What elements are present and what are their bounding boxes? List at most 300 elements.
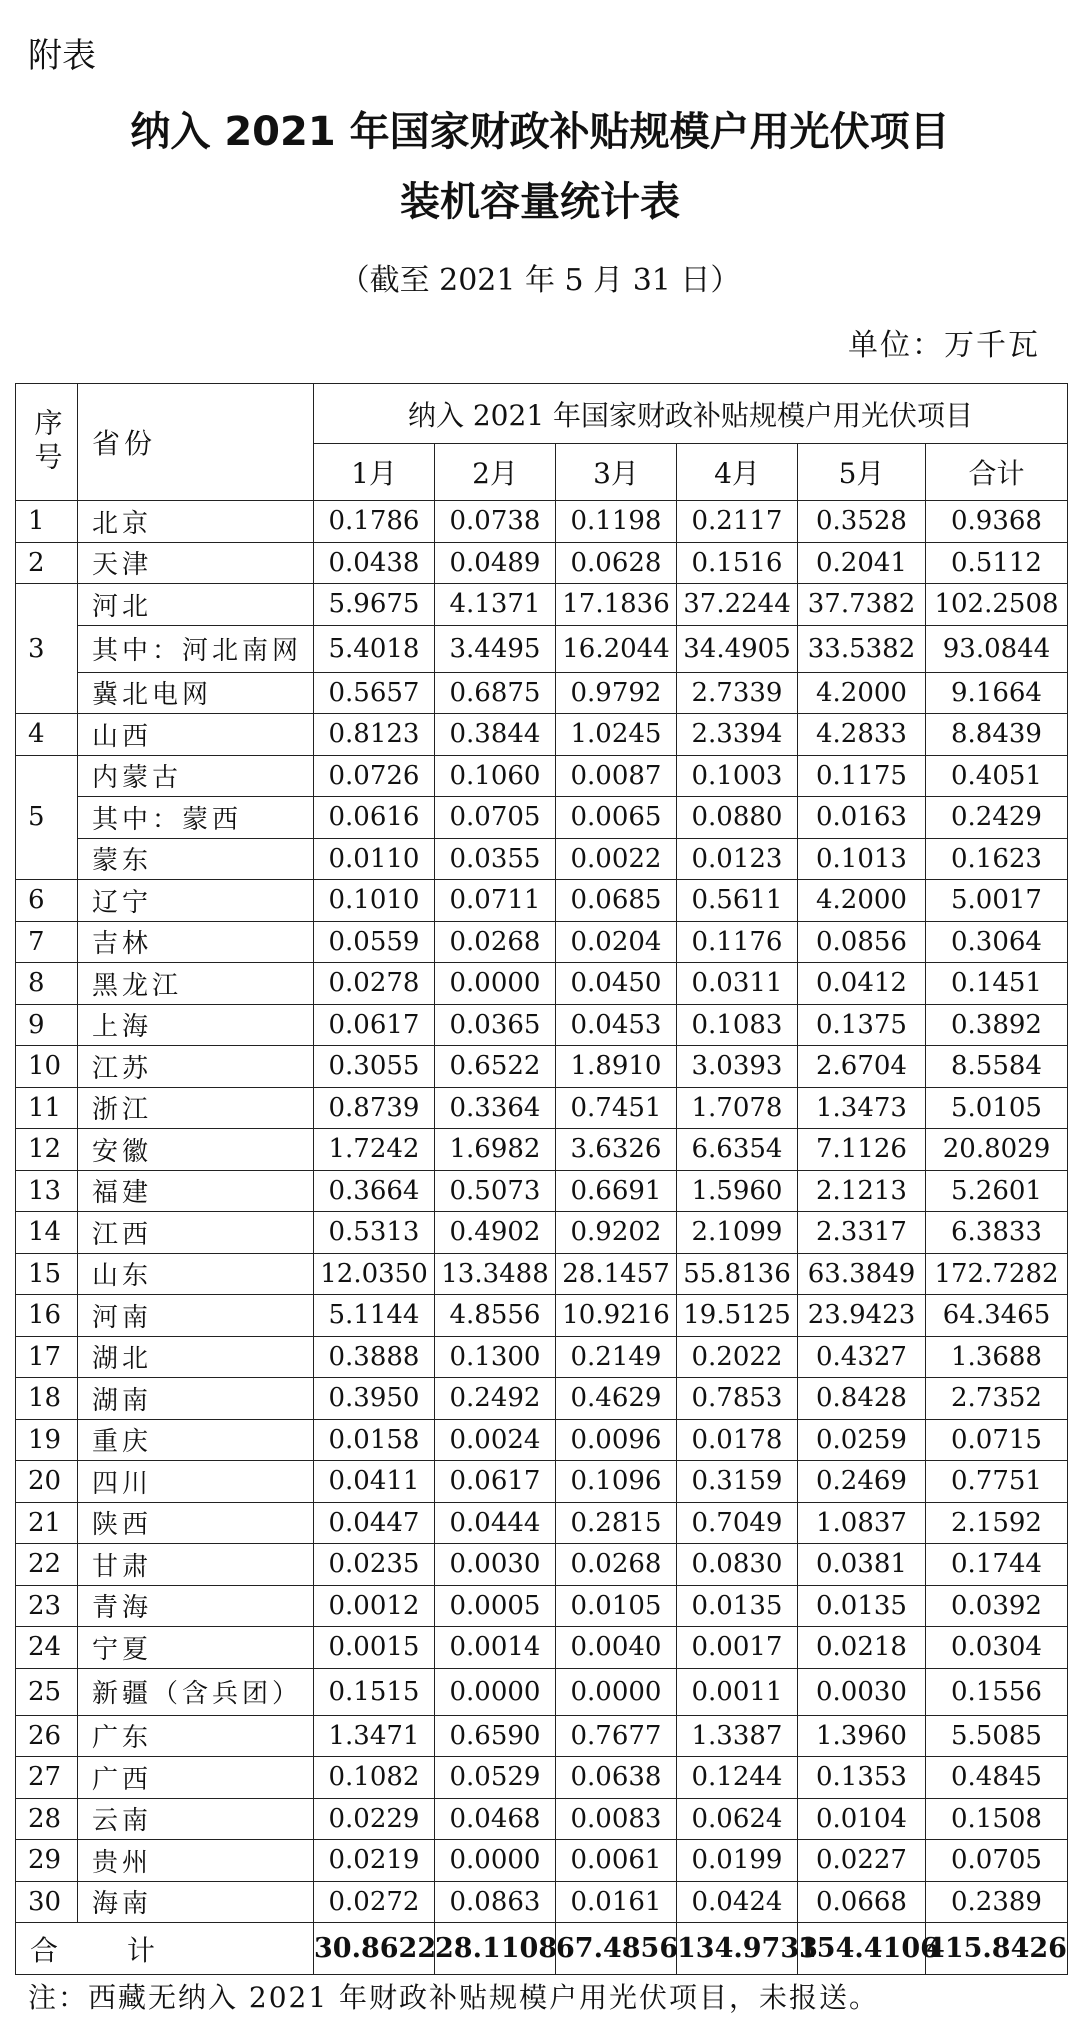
- month-value: 0.7451: [556, 1087, 677, 1129]
- row-total-value: 93.0844: [926, 625, 1068, 672]
- table-row: [16, 1212, 1068, 1254]
- province-name: 广西: [78, 1757, 314, 1799]
- province-name: 江苏: [78, 1046, 314, 1088]
- month-value: 0.0711: [435, 880, 556, 922]
- month-value: 3.4495: [435, 625, 556, 672]
- month-value: 19.5125: [677, 1295, 798, 1337]
- month-value: 0.1176: [677, 921, 798, 963]
- month-value: 5.4018: [314, 625, 435, 672]
- row-total-value: 5.0017: [926, 880, 1068, 922]
- month-value: 0.0110: [314, 838, 435, 880]
- month-value: 0.0014: [435, 1627, 556, 1669]
- province-name: 广东: [78, 1715, 314, 1757]
- month-value: 0.2117: [677, 501, 798, 543]
- row-number: 14: [16, 1212, 78, 1254]
- total-value: 28.1108: [435, 1923, 556, 1975]
- province-name: 浙江: [78, 1087, 314, 1129]
- month-value: 1.3387: [677, 1715, 798, 1757]
- month-value: 0.0061: [556, 1840, 677, 1882]
- month-value: 0.0087: [556, 755, 677, 797]
- month-value: 0.0024: [435, 1419, 556, 1461]
- table-row: [16, 1419, 1068, 1461]
- row-total-value: 0.7751: [926, 1461, 1068, 1503]
- month-value: 0.7677: [556, 1715, 677, 1757]
- row-number: 8: [16, 963, 78, 1005]
- row-total-value: 0.2429: [926, 797, 1068, 839]
- month-value: 1.7078: [677, 1087, 798, 1129]
- month-value: 0.0030: [435, 1544, 556, 1586]
- month-value: 1.7242: [314, 1129, 435, 1171]
- month-value: 0.0105: [556, 1585, 677, 1627]
- month-value: 3.0393: [677, 1046, 798, 1088]
- month-value: 0.3950: [314, 1378, 435, 1420]
- table-row: [16, 1840, 1068, 1882]
- month-value: 0.0040: [556, 1627, 677, 1669]
- month-value: 1.3471: [314, 1715, 435, 1757]
- month-value: 0.4902: [435, 1212, 556, 1254]
- month-value: 0.2815: [556, 1502, 677, 1544]
- month-value: 0.2149: [556, 1336, 677, 1378]
- month-value: 2.7339: [677, 672, 798, 714]
- province-name: 湖北: [78, 1336, 314, 1378]
- month-value: 1.0837: [798, 1502, 926, 1544]
- row-number: 15: [16, 1253, 78, 1295]
- province-name: 安徽: [78, 1129, 314, 1171]
- month-value: 0.5313: [314, 1212, 435, 1254]
- table-row: [16, 542, 1068, 584]
- row-total-value: 2.1592: [926, 1502, 1068, 1544]
- province-name: 其中：蒙西: [78, 797, 314, 839]
- province-name: 辽宁: [78, 880, 314, 922]
- table-row: [16, 1004, 1068, 1046]
- month-value: 0.9792: [556, 672, 677, 714]
- month-value: 0.1096: [556, 1461, 677, 1503]
- month-value: 7.1126: [798, 1129, 926, 1171]
- month-value: 0.0411: [314, 1461, 435, 1503]
- month-value: 0.0011: [677, 1668, 798, 1715]
- month-value: 0.0161: [556, 1881, 677, 1923]
- month-value: 0.3844: [435, 714, 556, 756]
- month-value: 0.0624: [677, 1798, 798, 1840]
- province-name: 宁夏: [78, 1627, 314, 1669]
- month-value: 0.0738: [435, 501, 556, 543]
- month-value: 0.0199: [677, 1840, 798, 1882]
- month-value: 0.5073: [435, 1170, 556, 1212]
- month-value: 1.5960: [677, 1170, 798, 1212]
- month-value: 0.0229: [314, 1798, 435, 1840]
- row-total-value: 5.0105: [926, 1087, 1068, 1129]
- month-value: 10.9216: [556, 1295, 677, 1337]
- row-total-value: 6.3833: [926, 1212, 1068, 1254]
- month-value: 0.0489: [435, 542, 556, 584]
- month-value: 0.1516: [677, 542, 798, 584]
- month-value: 0.1515: [314, 1668, 435, 1715]
- table-row: [16, 1668, 1068, 1715]
- capacity-table: [15, 383, 1068, 1975]
- total-value: 134.9733: [677, 1923, 798, 1975]
- month-value: 0.0856: [798, 921, 926, 963]
- month-value: 63.3849: [798, 1253, 926, 1295]
- month-value: 0.0468: [435, 1798, 556, 1840]
- month-value: 0.1353: [798, 1757, 926, 1799]
- table-row: [16, 501, 1068, 543]
- month-value: 0.6522: [435, 1046, 556, 1088]
- month-value: 0.0218: [798, 1627, 926, 1669]
- month-value: 0.7853: [677, 1378, 798, 1420]
- row-total-value: 8.5584: [926, 1046, 1068, 1088]
- month-value: 0.2469: [798, 1461, 926, 1503]
- row-number: 25: [16, 1668, 78, 1715]
- row-number: 27: [16, 1757, 78, 1799]
- month-value: 0.1175: [798, 755, 926, 797]
- total-value: 67.4856: [556, 1923, 677, 1975]
- month-value: 0.0268: [556, 1544, 677, 1586]
- row-total-value: 8.8439: [926, 714, 1068, 756]
- month-value: 0.1013: [798, 838, 926, 880]
- month-value: 0.0444: [435, 1502, 556, 1544]
- month-value: 0.0381: [798, 1544, 926, 1586]
- month-value: 0.0726: [314, 755, 435, 797]
- row-total-value: 0.5112: [926, 542, 1068, 584]
- month-value: 0.0638: [556, 1757, 677, 1799]
- month-value: 0.6875: [435, 672, 556, 714]
- table-row: [16, 1253, 1068, 1295]
- table-row: [16, 1798, 1068, 1840]
- table-row: [16, 1129, 1068, 1171]
- month-value: 0.0123: [677, 838, 798, 880]
- month-value: 0.1083: [677, 1004, 798, 1046]
- month-value: 0.9202: [556, 1212, 677, 1254]
- month-value: 55.8136: [677, 1253, 798, 1295]
- month-value: 5.9675: [314, 584, 435, 626]
- province-name: 其中：河北南网: [78, 625, 314, 672]
- month-value: 0.1786: [314, 501, 435, 543]
- province-name: 吉林: [78, 921, 314, 963]
- month-value: 0.8123: [314, 714, 435, 756]
- month-value: 0.3159: [677, 1461, 798, 1503]
- province-name: 北京: [78, 501, 314, 543]
- province-name: 天津: [78, 542, 314, 584]
- unit-label: 单位：万千瓦: [848, 328, 1040, 363]
- row-number: 24: [16, 1627, 78, 1669]
- row-total-value: 0.0705: [926, 1840, 1068, 1882]
- row-number: 12: [16, 1129, 78, 1171]
- province-name: 云南: [78, 1798, 314, 1840]
- month-value: 0.0450: [556, 963, 677, 1005]
- month-value: 1.8910: [556, 1046, 677, 1088]
- row-number: 17: [16, 1336, 78, 1378]
- total-value: 154.4106: [798, 1923, 926, 1975]
- month-value: 0.0355: [435, 838, 556, 880]
- province-name: 蒙东: [78, 838, 314, 880]
- table-row: [16, 584, 1068, 626]
- header-group: 纳入 2021 年国家财政补贴规模户用光伏项目: [314, 384, 1068, 444]
- month-value: 0.0000: [435, 963, 556, 1005]
- row-number: 13: [16, 1170, 78, 1212]
- month-value: 0.1244: [677, 1757, 798, 1799]
- table-row: [16, 1757, 1068, 1799]
- total-value: 30.8622: [314, 1923, 435, 1975]
- month-value: 0.0022: [556, 838, 677, 880]
- month-value: 1.0245: [556, 714, 677, 756]
- month-value: 0.0096: [556, 1419, 677, 1461]
- month-value: 0.5611: [677, 880, 798, 922]
- month-value: 34.4905: [677, 625, 798, 672]
- province-name: 河南: [78, 1295, 314, 1337]
- month-value: 2.3394: [677, 714, 798, 756]
- month-value: 28.1457: [556, 1253, 677, 1295]
- table-row: [16, 1881, 1068, 1923]
- row-number: 6: [16, 880, 78, 922]
- footnote: 注：西藏无纳入 2021 年财政补贴规模户用光伏项目，未报送。: [28, 1981, 880, 2014]
- province-name: 江西: [78, 1212, 314, 1254]
- total-label: 合 计: [16, 1923, 314, 1975]
- month-value: 2.6704: [798, 1046, 926, 1088]
- month-value: 4.2000: [798, 880, 926, 922]
- month-value: 37.7382: [798, 584, 926, 626]
- row-total-value: 0.1508: [926, 1798, 1068, 1840]
- row-total-value: 0.3064: [926, 921, 1068, 963]
- month-value: 12.0350: [314, 1253, 435, 1295]
- province-name: 上海: [78, 1004, 314, 1046]
- row-total-value: 0.2389: [926, 1881, 1068, 1923]
- month-value: 0.4629: [556, 1378, 677, 1420]
- month-value: 2.3317: [798, 1212, 926, 1254]
- table-row: [16, 1461, 1068, 1503]
- month-value: 0.6590: [435, 1715, 556, 1757]
- month-value: 2.1213: [798, 1170, 926, 1212]
- page-title-line1: 纳入 2021 年国家财政补贴规模户用光伏项目: [130, 109, 950, 155]
- month-value: 0.3664: [314, 1170, 435, 1212]
- province-name: 重庆: [78, 1419, 314, 1461]
- table-row: [16, 1170, 1068, 1212]
- month-value: 17.1836: [556, 584, 677, 626]
- row-total-value: 20.8029: [926, 1129, 1068, 1171]
- row-total-value: 0.0392: [926, 1585, 1068, 1627]
- table-row: [16, 838, 1068, 880]
- month-value: 0.0030: [798, 1668, 926, 1715]
- row-total-value: 0.1623: [926, 838, 1068, 880]
- province-name: 福建: [78, 1170, 314, 1212]
- month-value: 0.0219: [314, 1840, 435, 1882]
- province-name: 四川: [78, 1461, 314, 1503]
- province-name: 黑龙江: [78, 963, 314, 1005]
- page-title-line2: 装机容量统计表: [400, 179, 680, 225]
- appendix-label: 附表: [28, 36, 96, 76]
- month-value: 0.0617: [314, 1004, 435, 1046]
- month-value: 0.0830: [677, 1544, 798, 1586]
- month-value: 0.0412: [798, 963, 926, 1005]
- table-row: [16, 625, 1068, 672]
- month-value: 0.0447: [314, 1502, 435, 1544]
- row-number: 22: [16, 1544, 78, 1586]
- month-value: 0.1060: [435, 755, 556, 797]
- month-value: 0.0227: [798, 1840, 926, 1882]
- month-value: 4.2833: [798, 714, 926, 756]
- month-value: 1.3473: [798, 1087, 926, 1129]
- month-value: 0.8739: [314, 1087, 435, 1129]
- month-value: 0.0178: [677, 1419, 798, 1461]
- row-number: 3: [16, 584, 78, 714]
- row-total-value: 64.3465: [926, 1295, 1068, 1337]
- month-value: 0.3055: [314, 1046, 435, 1088]
- province-name: 甘肃: [78, 1544, 314, 1586]
- row-number: 1: [16, 501, 78, 543]
- month-value: 5.1144: [314, 1295, 435, 1337]
- month-value: 13.3488: [435, 1253, 556, 1295]
- row-number: 4: [16, 714, 78, 756]
- month-value: 0.4327: [798, 1336, 926, 1378]
- header-province: 省份: [78, 384, 314, 501]
- province-name: 陕西: [78, 1502, 314, 1544]
- row-total-value: 102.2508: [926, 584, 1068, 626]
- header-total: 合计: [926, 444, 1068, 501]
- table-row: [16, 755, 1068, 797]
- row-number: 2: [16, 542, 78, 584]
- month-value: 0.8428: [798, 1378, 926, 1420]
- month-value: 0.0135: [677, 1585, 798, 1627]
- month-value: 0.2022: [677, 1336, 798, 1378]
- month-value: 0.1375: [798, 1004, 926, 1046]
- month-value: 16.2044: [556, 625, 677, 672]
- month-value: 4.8556: [435, 1295, 556, 1337]
- province-name: 内蒙古: [78, 755, 314, 797]
- month-value: 0.0453: [556, 1004, 677, 1046]
- header-month: 3月: [556, 444, 677, 501]
- month-value: 3.6326: [556, 1129, 677, 1171]
- table-row: [16, 921, 1068, 963]
- province-name: 新疆（含兵团）: [78, 1668, 314, 1715]
- month-value: 0.0135: [798, 1585, 926, 1627]
- header-month: 5月: [798, 444, 926, 501]
- row-number: 30: [16, 1881, 78, 1923]
- month-value: 0.0000: [435, 1668, 556, 1715]
- month-value: 0.0685: [556, 880, 677, 922]
- row-total-value: 5.2601: [926, 1170, 1068, 1212]
- month-value: 0.0616: [314, 797, 435, 839]
- month-value: 0.0438: [314, 542, 435, 584]
- month-value: 0.0012: [314, 1585, 435, 1627]
- month-value: 0.0705: [435, 797, 556, 839]
- month-value: 0.0158: [314, 1419, 435, 1461]
- table-row: [16, 797, 1068, 839]
- month-value: 0.0005: [435, 1585, 556, 1627]
- row-number: 11: [16, 1087, 78, 1129]
- month-value: 0.0272: [314, 1881, 435, 1923]
- month-value: 4.2000: [798, 672, 926, 714]
- row-number: 5: [16, 755, 78, 880]
- table-row: [16, 1715, 1068, 1757]
- month-value: 0.3364: [435, 1087, 556, 1129]
- table-row: [16, 1336, 1068, 1378]
- month-value: 0.0235: [314, 1544, 435, 1586]
- month-value: 1.6982: [435, 1129, 556, 1171]
- table-row: [16, 1627, 1068, 1669]
- month-value: 0.0163: [798, 797, 926, 839]
- row-number: 18: [16, 1378, 78, 1420]
- month-value: 37.2244: [677, 584, 798, 626]
- row-total-value: 0.1744: [926, 1544, 1068, 1586]
- month-value: 0.0880: [677, 797, 798, 839]
- table-row: [16, 1585, 1068, 1627]
- header-month: 2月: [435, 444, 556, 501]
- month-value: 33.5382: [798, 625, 926, 672]
- total-value: 415.8426: [926, 1923, 1068, 1975]
- month-value: 0.0278: [314, 963, 435, 1005]
- row-total-value: 0.0304: [926, 1627, 1068, 1669]
- month-value: 0.0311: [677, 963, 798, 1005]
- month-value: 0.0628: [556, 542, 677, 584]
- month-value: 0.1198: [556, 501, 677, 543]
- month-value: 0.1003: [677, 755, 798, 797]
- row-total-value: 9.1664: [926, 672, 1068, 714]
- header-month: 4月: [677, 444, 798, 501]
- table-row: [16, 1295, 1068, 1337]
- row-number: 7: [16, 921, 78, 963]
- table-row: [16, 714, 1068, 756]
- month-value: 0.1082: [314, 1757, 435, 1799]
- header-month: 1月: [314, 444, 435, 501]
- row-total-value: 0.3892: [926, 1004, 1068, 1046]
- row-total-value: 1.3688: [926, 1336, 1068, 1378]
- month-value: 0.1300: [435, 1336, 556, 1378]
- table-row: [16, 1087, 1068, 1129]
- province-name: 山西: [78, 714, 314, 756]
- month-value: 0.0000: [435, 1840, 556, 1882]
- month-value: 6.6354: [677, 1129, 798, 1171]
- row-number: 29: [16, 1840, 78, 1882]
- month-value: 0.0204: [556, 921, 677, 963]
- province-name: 海南: [78, 1881, 314, 1923]
- province-name: 河北: [78, 584, 314, 626]
- table-row: [16, 1544, 1068, 1586]
- row-number: 28: [16, 1798, 78, 1840]
- province-name: 青海: [78, 1585, 314, 1627]
- row-total-value: 5.5085: [926, 1715, 1068, 1757]
- month-value: 0.2492: [435, 1378, 556, 1420]
- month-value: 0.0668: [798, 1881, 926, 1923]
- month-value: 0.2041: [798, 542, 926, 584]
- header-no: 序号: [16, 384, 78, 501]
- month-value: 23.9423: [798, 1295, 926, 1337]
- row-number: 10: [16, 1046, 78, 1088]
- total-row: [16, 1923, 1068, 1975]
- date-subtitle: （截至 2021 年 5 月 31 日）: [339, 263, 741, 298]
- month-value: 0.0529: [435, 1757, 556, 1799]
- month-value: 0.0065: [556, 797, 677, 839]
- month-value: 0.3528: [798, 501, 926, 543]
- month-value: 2.1099: [677, 1212, 798, 1254]
- row-total-value: 0.4845: [926, 1757, 1068, 1799]
- month-value: 0.0259: [798, 1419, 926, 1461]
- table-row: [16, 1378, 1068, 1420]
- month-value: 0.1010: [314, 880, 435, 922]
- province-name: 贵州: [78, 1840, 314, 1882]
- month-value: 1.3960: [798, 1715, 926, 1757]
- province-name: 山东: [78, 1253, 314, 1295]
- month-value: 0.0268: [435, 921, 556, 963]
- month-value: 0.3888: [314, 1336, 435, 1378]
- row-number: 19: [16, 1419, 78, 1461]
- row-number: 20: [16, 1461, 78, 1503]
- month-value: 0.0104: [798, 1798, 926, 1840]
- row-total-value: 0.4051: [926, 755, 1068, 797]
- month-value: 0.0083: [556, 1798, 677, 1840]
- row-number: 21: [16, 1502, 78, 1544]
- row-total-value: 0.1556: [926, 1668, 1068, 1715]
- month-value: 0.6691: [556, 1170, 677, 1212]
- row-total-value: 0.0715: [926, 1419, 1068, 1461]
